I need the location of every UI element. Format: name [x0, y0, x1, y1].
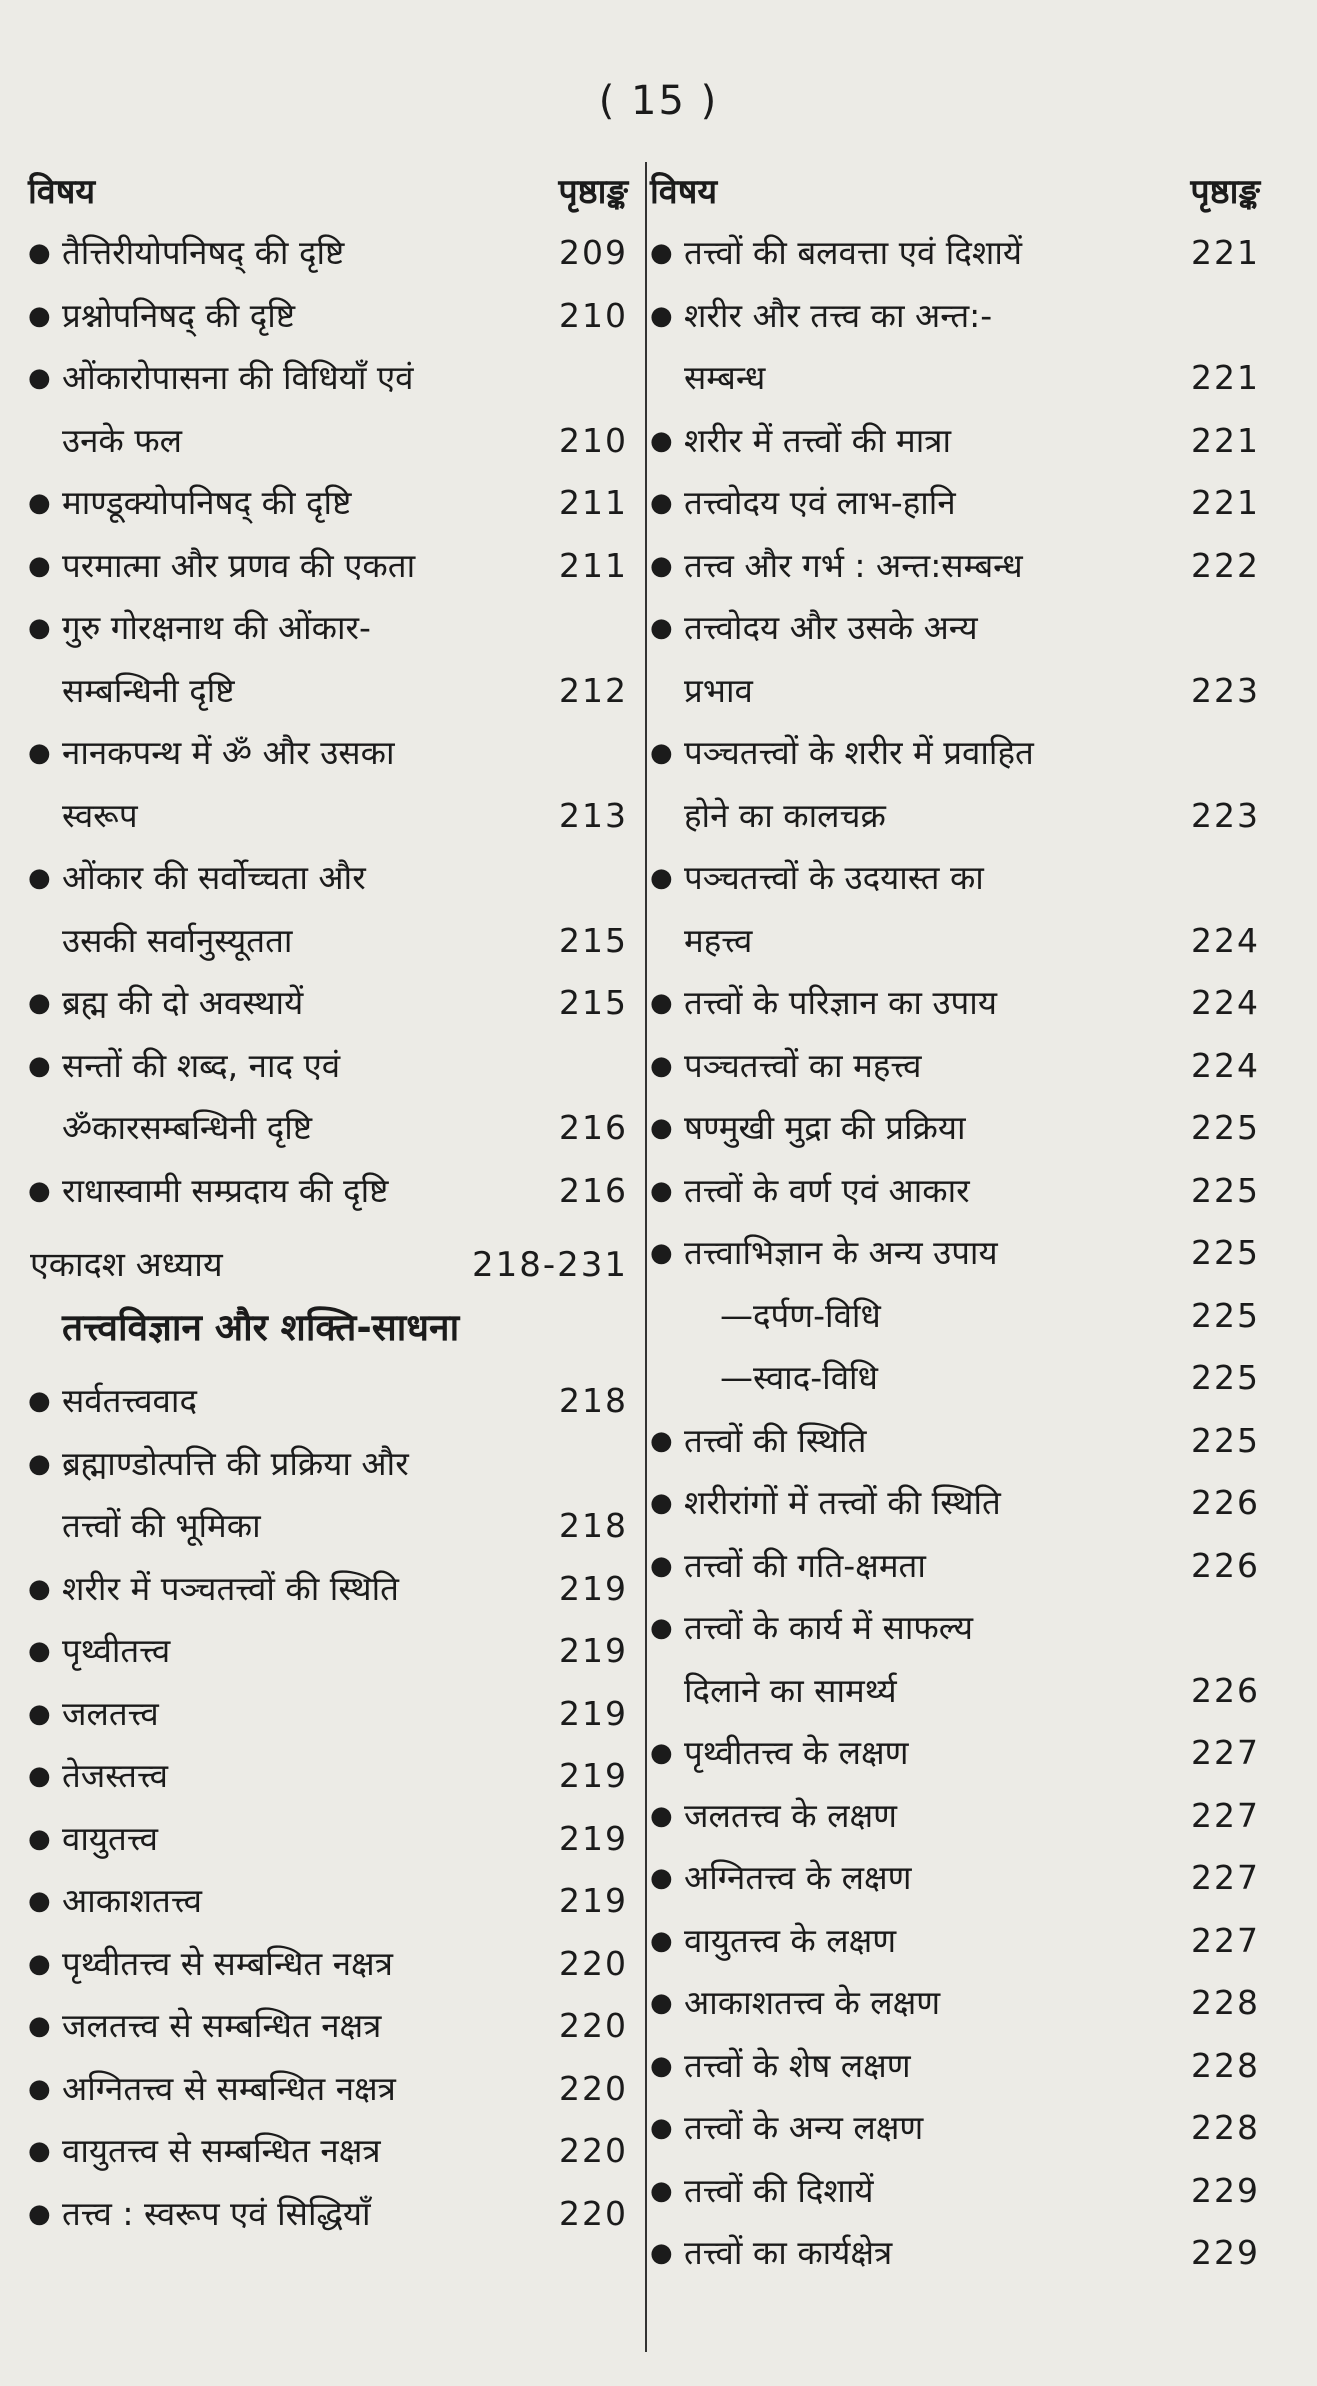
bullet-icon: ● [28, 2136, 51, 2166]
bullet-icon: ● [28, 1886, 51, 1916]
entry-title-line: तत्त्व : स्वरूप एवं सिद्धियाँ [62, 2193, 371, 2233]
toc-entry [650, 2160, 1260, 2223]
bullet-icon: ● [28, 550, 51, 581]
entry-page-number: 211 [559, 483, 628, 522]
entry-page-number: 224 [1191, 920, 1260, 960]
entry-title [684, 722, 1181, 847]
toc-entry [650, 2222, 1260, 2285]
bullet-icon: ● [28, 738, 51, 768]
bullet-icon: ● [28, 1948, 51, 1979]
toc-entry [650, 1910, 1260, 1973]
entry-title [62, 1683, 549, 1746]
entry-page-number: 226 [1191, 1670, 1260, 1710]
entry-title-line: गुरु गोरक्षनाथ की ओंकार- [62, 608, 371, 647]
entry-title [62, 1808, 549, 1871]
toc-entry [28, 1160, 628, 1223]
entry-page-number: 215 [559, 920, 628, 960]
entry-page-number: 224 [1191, 1045, 1260, 1085]
entry-page-number: 209 [559, 233, 628, 272]
entry-title [62, 972, 549, 1035]
entry-page-number: 221 [1191, 233, 1260, 272]
entry-page-number: 212 [559, 670, 628, 710]
entry-title [62, 847, 549, 972]
entry-title [684, 1160, 1181, 1223]
left-header-subject: विषय [28, 172, 96, 212]
toc-entry [28, 1933, 628, 1996]
bullet-icon: ● [28, 1386, 51, 1416]
entry-title [684, 1285, 1181, 1348]
bullet-icon: ● [650, 1488, 673, 1518]
toc-entry [28, 472, 628, 535]
bullet-icon: ● [650, 1550, 673, 1581]
entry-title [62, 2120, 549, 2183]
entry-title [684, 1597, 1181, 1722]
entry-title-line: तत्त्वों की स्थिति [684, 1420, 867, 1460]
entry-title-line: अग्नितत्त्व से सम्बन्धित नक्षत्र [62, 2068, 396, 2108]
bullet-icon: ● [650, 2113, 673, 2143]
left-column [28, 162, 628, 2245]
entry-page-number: 225 [1191, 1108, 1260, 1147]
bullet-icon: ● [28, 1636, 51, 1666]
entry-title-line: शरीरांगों में तत्त्वों की स्थिति [684, 1483, 1001, 1522]
bullet-icon: ● [650, 488, 673, 518]
bullet-icon: ● [650, 738, 673, 768]
toc-entry [28, 347, 628, 472]
right-header-subject: विषय [650, 172, 718, 212]
bullet-icon: ● [650, 2050, 673, 2081]
entry-page-number: 220 [559, 2006, 628, 2045]
entry-page-number: 226 [1191, 1545, 1260, 1585]
entry-title-line: ओंकार की सर्वोच्चता और [62, 858, 366, 897]
bullet-icon: ● [650, 1113, 673, 1143]
toc-entry [650, 2035, 1260, 2098]
bullet-icon: ● [650, 863, 673, 893]
entry-title [684, 1410, 1181, 1473]
entry-title [62, 1620, 549, 1683]
entry-title-line: शरीर में तत्त्वों की मात्रा [684, 420, 952, 460]
entry-title-line: पृथ्वीतत्त्व के लक्षण [684, 1733, 909, 1772]
entry-title [62, 472, 549, 535]
toc-entry [650, 1347, 1260, 1410]
toc-entry [650, 1472, 1260, 1535]
toc-entry [650, 847, 1260, 972]
entry-title-line: तैत्तिरीयोपनिषद् की दृष्टि [62, 233, 345, 272]
toc-entry [28, 1683, 628, 1746]
toc-entry [28, 972, 628, 1035]
entry-title-line: तत्त्वोदय और उसके अन्य [684, 608, 978, 647]
toc-entry [650, 972, 1260, 1035]
bullet-icon: ● [650, 1863, 673, 1893]
bullet-icon: ● [650, 1800, 673, 1831]
entry-title-line: जलतत्त्व [62, 1693, 159, 1733]
entry-title-line: जलतत्त्व से सम्बन्धित नक्षत्र [62, 2006, 382, 2045]
entry-title [684, 847, 1181, 972]
entry-page-number: 221 [1191, 483, 1260, 522]
entry-page-number: 221 [1191, 358, 1260, 397]
toc-entry [28, 2058, 628, 2121]
entry-page-number: 225 [1191, 1295, 1260, 1335]
left-header [28, 162, 628, 222]
toc-entry [650, 1972, 1260, 2035]
entry-page-number: 211 [559, 545, 628, 585]
bullet-icon: ● [28, 1448, 51, 1479]
bullet-icon: ● [650, 988, 673, 1018]
entry-page-number: 228 [1191, 2045, 1260, 2085]
entry-page-number: 227 [1191, 1858, 1260, 1897]
toc-entry [28, 2120, 628, 2183]
entry-page-number: 223 [1191, 795, 1260, 835]
entry-title-line: आकाशतत्त्व के लक्षण [684, 1983, 941, 2022]
entry-page-number: 229 [1191, 2170, 1260, 2210]
entry-title [62, 1745, 549, 1808]
entry-title [62, 1870, 549, 1933]
entry-page-number: 216 [559, 1170, 628, 1210]
entry-title-line: तत्त्व और गर्भ : अन्त:सम्बन्ध [684, 545, 1023, 585]
bullet-icon: ● [28, 1050, 51, 1081]
entry-title [62, 1558, 549, 1621]
bullet-icon: ● [28, 1823, 51, 1854]
entry-page-number: 220 [559, 2193, 628, 2233]
bullet-icon: ● [650, 1738, 673, 1768]
entry-title [684, 1847, 1181, 1910]
entry-title-line: पञ्चतत्त्वों का महत्त्व [684, 1045, 922, 1085]
toc-entry [650, 1535, 1260, 1598]
bullet-icon: ● [28, 363, 51, 393]
toc-entry [28, 1370, 628, 1433]
entry-title-line: दिलाने का सामर्थ्य [684, 1670, 897, 1710]
left-entries-before [28, 222, 628, 1222]
entry-title-line: वायुतत्त्व [62, 1818, 158, 1858]
toc-entry [650, 2097, 1260, 2160]
toc-entry [650, 1222, 1260, 1285]
toc-entry [28, 2183, 628, 2246]
entry-page-number: 222 [1191, 545, 1260, 585]
entry-page-number: 228 [1191, 2108, 1260, 2147]
entry-title-line: पञ्चतत्त्वों के उदयास्त का [684, 858, 984, 897]
bullet-icon: ● [28, 488, 51, 518]
column-divider [645, 162, 647, 2352]
entry-title-line: परमात्मा और प्रणव की एकता [62, 545, 416, 585]
entry-title [684, 597, 1181, 722]
entry-title-line: ॐकारसम्बन्धिनी दृष्टि [62, 1108, 313, 1147]
entry-title-line: पृथ्वीतत्त्व से सम्बन्धित नक्षत्र [62, 1943, 393, 1983]
bullet-icon: ● [28, 300, 51, 331]
entry-title [684, 1035, 1181, 1098]
entry-title-line: प्रभाव [684, 670, 753, 710]
entry-title-line: सर्वतत्त्ववाद [62, 1381, 197, 1420]
toc-entry [650, 410, 1260, 473]
entry-title [684, 535, 1181, 598]
entry-page-number: 224 [1191, 983, 1260, 1022]
toc-entry [28, 1620, 628, 1683]
bullet-icon: ● [28, 613, 51, 643]
entry-title [62, 1370, 549, 1433]
entry-title-line: तत्त्वों की दिशायें [684, 2170, 874, 2210]
entry-page-number: 219 [559, 1818, 628, 1858]
entry-title-line: प्रश्नोपनिषद् की दृष्टि [62, 295, 296, 335]
bullet-icon: ● [28, 1761, 51, 1791]
toc-entry [28, 1745, 628, 1808]
entry-title [62, 722, 549, 847]
entry-page-number: 218 [559, 1506, 628, 1545]
entry-page-number: 225 [1191, 1358, 1260, 1397]
toc-entry [650, 1847, 1260, 1910]
entry-title [684, 1222, 1181, 1285]
entry-title [62, 347, 549, 472]
entry-page-number: 210 [559, 420, 628, 460]
toc-entry [28, 1558, 628, 1621]
entry-page-number: 219 [559, 1631, 628, 1670]
bullet-icon: ● [650, 2238, 673, 2268]
entry-title-line: —स्वाद-विधि [720, 1358, 878, 1397]
bullet-icon: ● [28, 863, 51, 893]
toc-entry [28, 222, 628, 285]
entry-page-number: 225 [1191, 1170, 1260, 1210]
entry-page-number: 220 [559, 1943, 628, 1983]
entry-page-number: 218 [559, 1381, 628, 1420]
entry-page-number: 228 [1191, 1983, 1260, 2022]
entry-title-line: तत्त्वों के वर्ण एवं आकार [684, 1170, 970, 1210]
bullet-icon: ● [650, 1925, 673, 1956]
entry-title-line: पृथ्वीतत्त्व [62, 1631, 171, 1670]
entry-title-line: होने का कालचक्र [684, 795, 886, 835]
bullet-icon: ● [28, 2011, 51, 2041]
bullet-icon: ● [28, 1698, 51, 1729]
right-column [650, 162, 1260, 2285]
entry-title-line: तत्त्वों की बलवत्ता एवं दिशायें [684, 233, 1023, 272]
entry-title [684, 1972, 1181, 2035]
entry-title [684, 1785, 1181, 1848]
entry-title-line: तत्त्वों के परिज्ञान का उपाय [684, 983, 997, 1022]
toc-entry [650, 1410, 1260, 1473]
bullet-icon: ● [28, 988, 51, 1018]
entry-title-line: उसकी सर्वानुस्यूतता [62, 920, 293, 960]
bullet-icon: ● [28, 1573, 51, 1604]
entry-title [62, 222, 549, 285]
entry-title-line: राधास्वामी सम्प्रदाय की दृष्टि [62, 1170, 389, 1210]
entry-page-number: 219 [559, 1881, 628, 1920]
entry-title-line: महत्त्व [684, 920, 753, 960]
entry-page-number: 227 [1191, 1733, 1260, 1772]
toc-entry [650, 1160, 1260, 1223]
entry-page-number: 221 [1191, 420, 1260, 460]
entry-title [62, 1160, 549, 1223]
chapter-page-range: 218-231 [471, 1245, 628, 1285]
entry-title-line: तत्त्वाभिज्ञान के अन्य उपाय [684, 1233, 998, 1272]
toc-entry [650, 222, 1260, 285]
entry-title [684, 222, 1181, 285]
toc-entry [650, 535, 1260, 598]
bullet-icon: ● [650, 300, 673, 331]
entry-title-line: ओंकारोपासना की विधियाँ एवं [62, 358, 414, 397]
entry-page-number: 213 [559, 795, 628, 835]
bullet-icon: ● [650, 550, 673, 581]
entry-title [684, 2222, 1181, 2285]
entry-title-line: उनके फल [62, 420, 183, 460]
entry-title-line: षण्मुखी मुद्रा की प्रक्रिया [684, 1108, 966, 1147]
entry-title-line: ब्रह्माण्डोत्पत्ति की प्रक्रिया और [62, 1443, 409, 1483]
toc-entry [28, 847, 628, 972]
entry-title [62, 597, 549, 722]
entry-title [62, 1035, 549, 1160]
bullet-icon: ● [650, 238, 673, 268]
entry-title [684, 410, 1181, 473]
chapter-heading [28, 1234, 628, 1296]
entry-title-line: तत्त्वों की भूमिका [62, 1506, 261, 1545]
entry-page-number: 229 [1191, 2233, 1260, 2272]
toc-entry [650, 472, 1260, 535]
entry-title-line: वायुतत्त्व से सम्बन्धित नक्षत्र [62, 2131, 381, 2170]
toc-entry [650, 1285, 1260, 1348]
chapter-title: तत्त्वविज्ञान और शक्ति-साधना [62, 1306, 460, 1349]
entry-page-number: 225 [1191, 1233, 1260, 1272]
toc-entry [650, 285, 1260, 410]
entry-title [62, 1933, 549, 1996]
entry-title-line: वायुतत्त्व के लक्षण [684, 1920, 897, 1960]
toc-entry [28, 597, 628, 722]
entry-title [62, 2058, 549, 2121]
entry-title-line: तेजस्तत्त्व [62, 1756, 169, 1795]
entry-title-line: जलतत्त्व के लक्षण [684, 1795, 897, 1835]
toc-entry [28, 285, 628, 348]
entry-page-number: 227 [1191, 1795, 1260, 1835]
bullet-icon: ● [650, 613, 673, 643]
entry-title-line: स्वरूप [62, 795, 138, 835]
toc-entry [28, 1808, 628, 1871]
right-header [650, 162, 1260, 222]
toc-entry [650, 1597, 1260, 1722]
bullet-icon: ● [650, 1425, 673, 1456]
entry-title-line: तत्त्वों के कार्य में साफल्य [684, 1608, 974, 1647]
bullet-icon: ● [650, 1238, 673, 1268]
bullet-icon: ● [28, 2198, 51, 2229]
right-entries [650, 222, 1260, 2285]
bullet-icon: ● [28, 238, 51, 268]
entry-title [62, 1433, 549, 1558]
entry-page-number: 216 [559, 1108, 628, 1147]
bullet-icon: ● [650, 1988, 673, 2018]
bullet-icon: ● [650, 2175, 673, 2206]
bullet-icon: ● [650, 1613, 673, 1643]
entry-page-number: 223 [1191, 670, 1260, 710]
toc-entry [28, 1433, 628, 1558]
entry-title-line: अग्नितत्त्व के लक्षण [684, 1858, 912, 1897]
entry-title-line: तत्त्वों के शेष लक्षण [684, 2045, 911, 2085]
entry-title [684, 1722, 1181, 1785]
entry-title-line: नानकपन्थ में ॐ और उसका [62, 733, 395, 772]
entry-title [684, 1097, 1181, 1160]
toc-entry [28, 1035, 628, 1160]
entry-title-line: तत्त्वों के अन्य लक्षण [684, 2108, 924, 2147]
entry-page-number: 215 [559, 983, 628, 1022]
entry-title-line: तत्त्वों का कार्यक्षेत्र [684, 2233, 893, 2272]
entry-title-line: शरीर और तत्त्व का अन्त:- [684, 295, 993, 335]
entry-title-line: शरीर में पञ्चतत्त्वों की स्थिति [62, 1568, 399, 1608]
entry-title [62, 2183, 549, 2246]
toc-entry [650, 1722, 1260, 1785]
entry-title [684, 2160, 1181, 2223]
toc-entry [650, 1785, 1260, 1848]
chapter-label: एकादश अध्याय [30, 1245, 223, 1285]
toc-entry [28, 1870, 628, 1933]
entry-title [684, 1472, 1181, 1535]
toc-entry [650, 1035, 1260, 1098]
entry-title [62, 285, 549, 348]
bullet-icon: ● [650, 425, 673, 456]
left-entries-after [28, 1370, 628, 2245]
bullet-icon: ● [650, 1175, 673, 1206]
entry-title-line: सन्तों की शब्द, नाद एवं [62, 1045, 341, 1085]
entry-title [684, 2097, 1181, 2160]
entry-title [62, 1995, 549, 2058]
bullet-icon: ● [28, 1175, 51, 1206]
entry-page-number: 219 [559, 1568, 628, 1608]
entry-page-number: 227 [1191, 1920, 1260, 1960]
entry-title [684, 1535, 1181, 1598]
entry-page-number: 220 [559, 2068, 628, 2108]
toc-entry [28, 722, 628, 847]
toc-entry [650, 597, 1260, 722]
entry-title-line: सम्बन्धिनी दृष्टि [62, 670, 235, 710]
left-header-page: पृष्ठाङ्क [558, 172, 628, 212]
entry-title [684, 1910, 1181, 1973]
entry-page-number: 220 [559, 2131, 628, 2170]
entry-page-number: 219 [559, 1756, 628, 1795]
entry-title [684, 2035, 1181, 2098]
entry-title-line: तत्त्वोदय एवं लाभ-हानि [684, 483, 956, 522]
entry-title-line: ब्रह्म की दो अवस्थायें [62, 983, 304, 1022]
page-number: ( 15 ) [598, 78, 719, 124]
entry-title [684, 972, 1181, 1035]
entry-title-line: —दर्पण-विधि [720, 1295, 881, 1335]
bullet-icon: ● [28, 2073, 51, 2104]
entry-page-number: 226 [1191, 1483, 1260, 1522]
entry-title [684, 472, 1181, 535]
entry-title [62, 535, 549, 598]
entry-page-number: 225 [1191, 1420, 1260, 1460]
entry-title-line: पञ्चतत्त्वों के शरीर में प्रवाहित [684, 733, 1034, 772]
entry-title-line: माण्डूक्योपनिषद् की दृष्टि [62, 483, 352, 522]
right-header-page: पृष्ठाङ्क [1190, 172, 1260, 212]
bullet-icon: ● [650, 1050, 673, 1081]
toc-entry [28, 535, 628, 598]
entry-title [684, 285, 1181, 410]
entry-page-number: 219 [559, 1693, 628, 1733]
entry-page-number: 210 [559, 295, 628, 335]
toc-entry [650, 1097, 1260, 1160]
entry-title-line: सम्बन्ध [684, 358, 766, 397]
toc-entry [28, 1995, 628, 2058]
entry-title-line: तत्त्वों की गति-क्षमता [684, 1545, 926, 1585]
entry-title-line: आकाशतत्त्व [62, 1881, 202, 1920]
entry-title [684, 1347, 1181, 1410]
toc-entry [650, 722, 1260, 847]
